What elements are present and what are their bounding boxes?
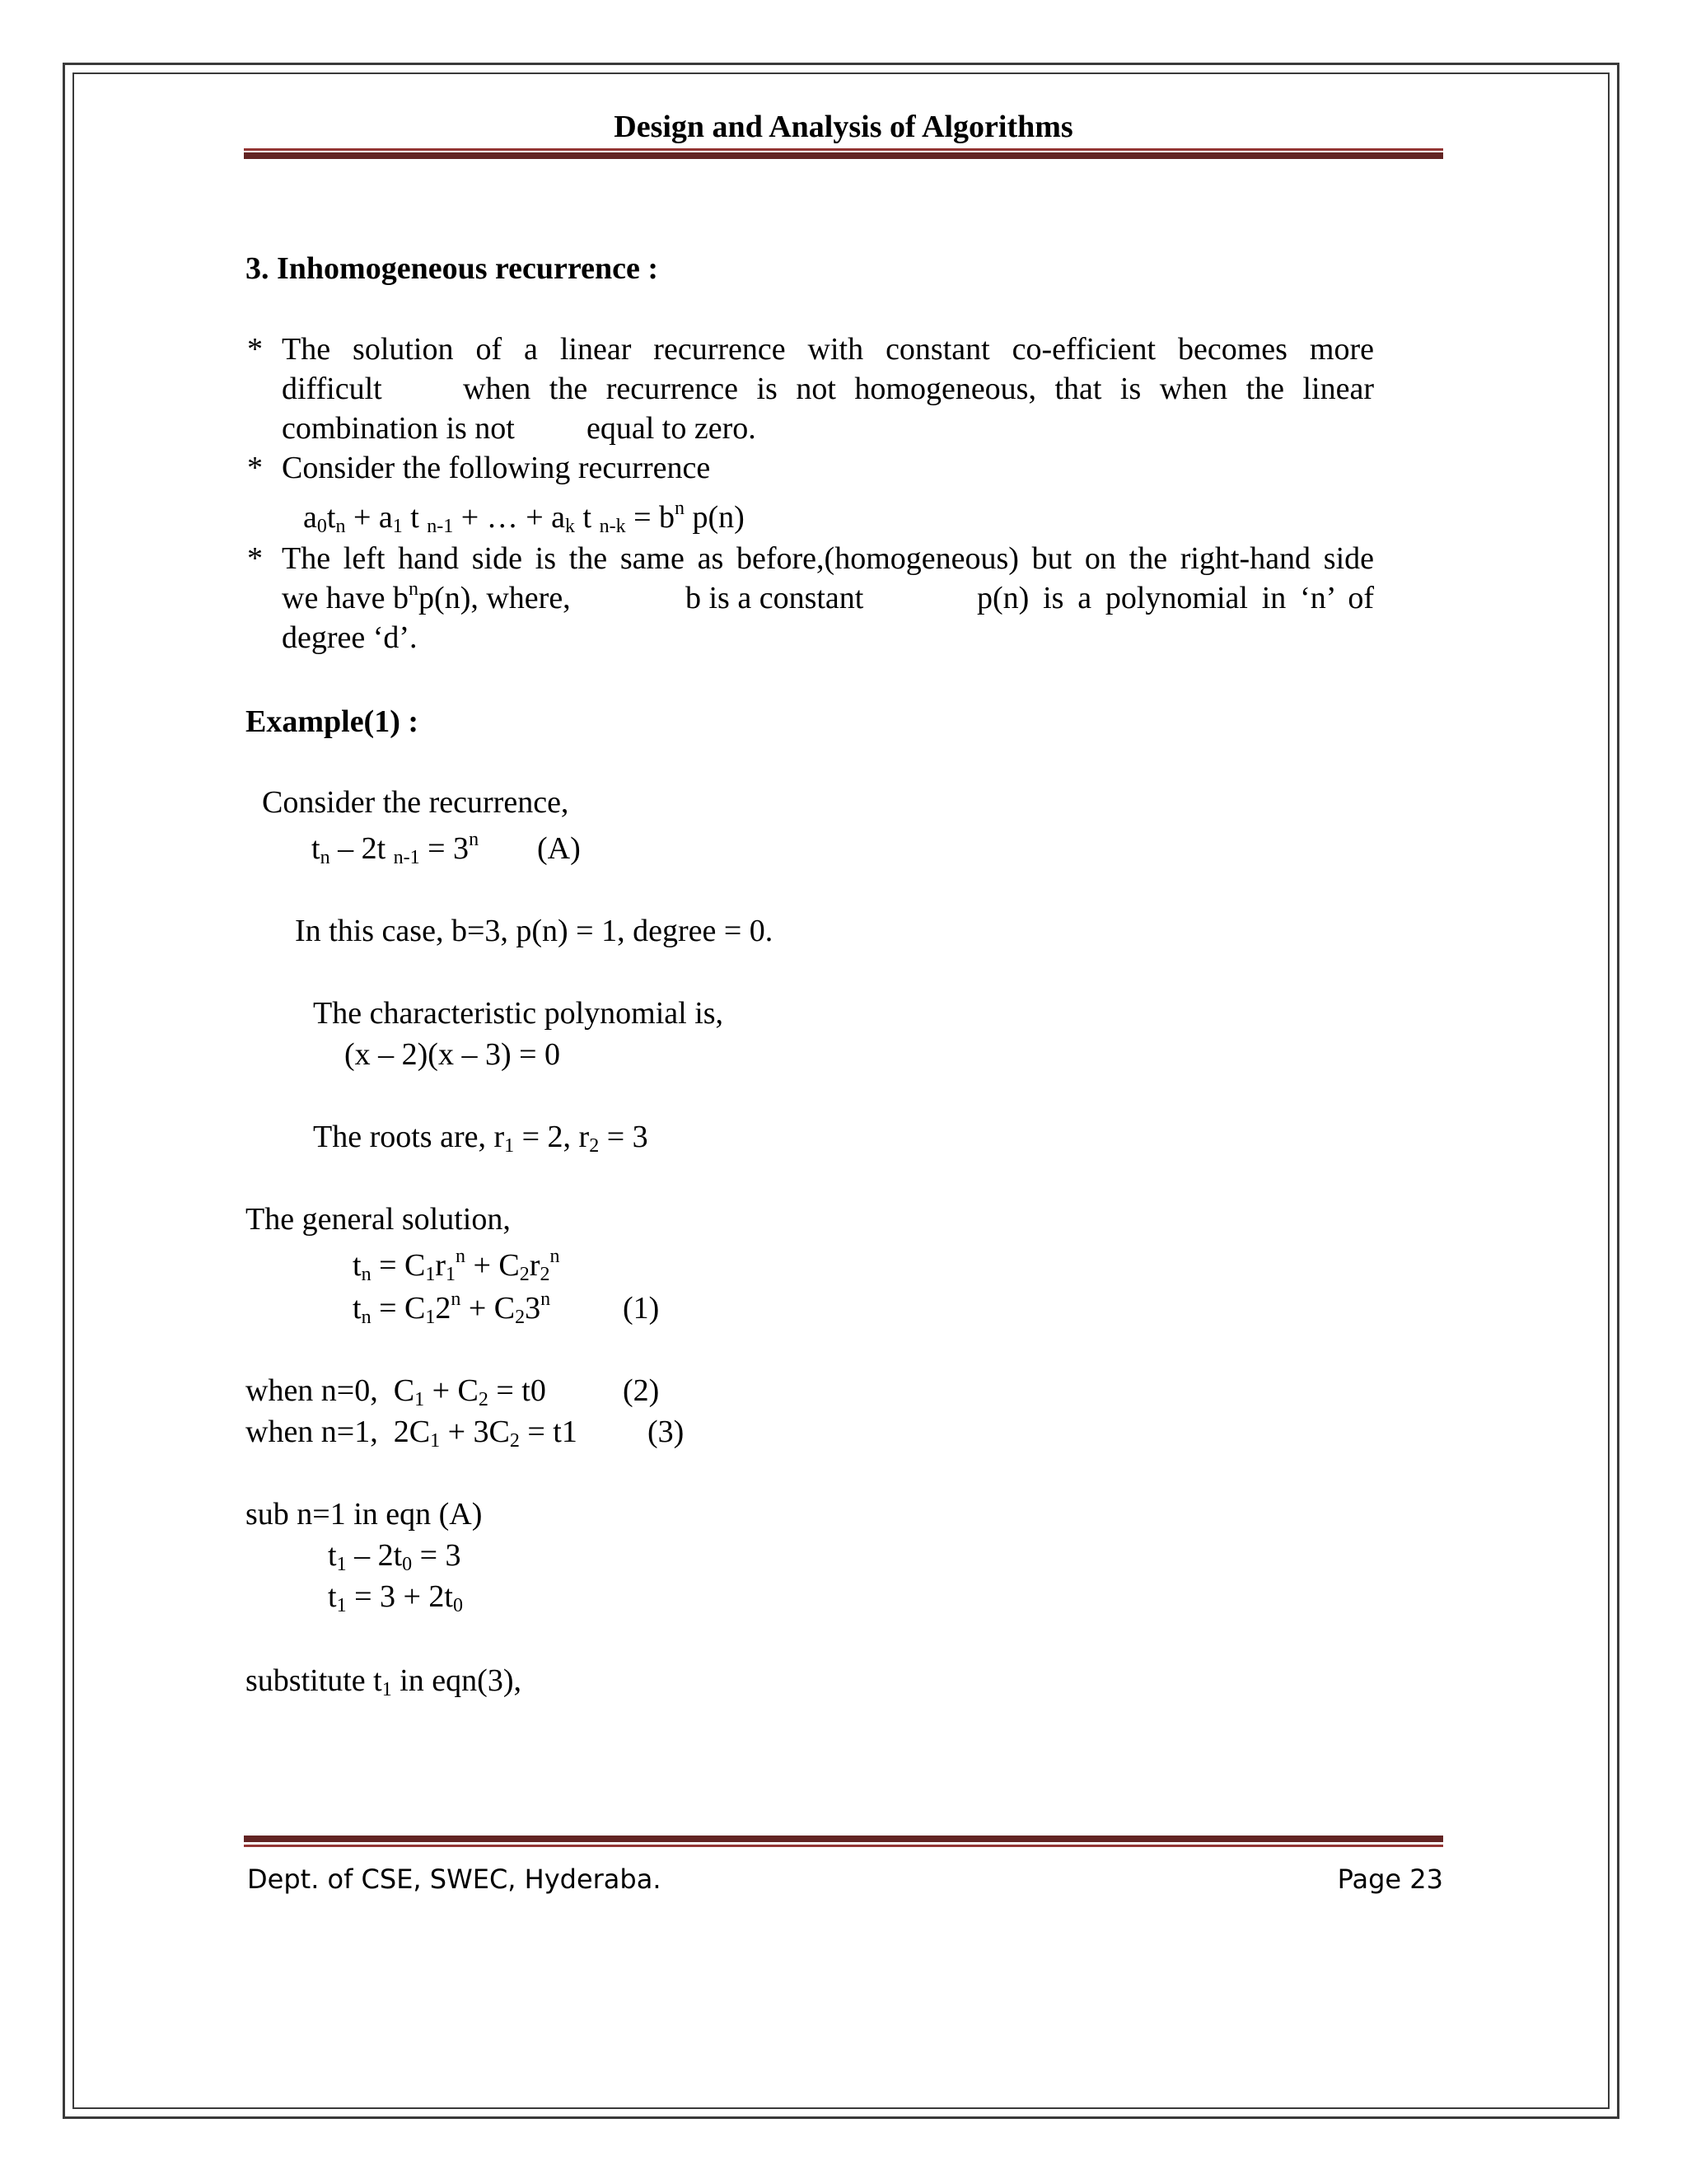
bullet-1-line-3a: combination is not <box>282 411 515 446</box>
when-n1: when n=1, $2C_1 + 3C_2 = t1$ <box>245 1415 577 1452</box>
char-poly-text: The characteristic polynomial is, <box>313 996 724 1031</box>
bullet-1-line-1: The solution of a linear recurrence with constant co-efficient becomes more <box>282 332 1374 367</box>
general-solution-text: The general solution, <box>245 1202 511 1237</box>
equation-1-label: (1) <box>623 1291 660 1326</box>
sub-n1-text: sub n=1 in eqn (A) <box>245 1497 483 1532</box>
general-solution-eq-2: $t_n = C_12^n + C_23^n$ <box>353 1288 551 1328</box>
bullet-1-line-2a: difficult <box>282 372 382 406</box>
roots: The roots are, $r_1 = 2$, $r_2 = 3$ <box>313 1120 648 1157</box>
bullet-3-line-2c: b is a constant <box>685 581 864 615</box>
section-heading: 3. Inhomogeneous recurrence : <box>245 251 658 286</box>
example-heading: Example(1) : <box>245 704 419 739</box>
equation-3-label: (3) <box>647 1415 685 1449</box>
bullet-2-line-1: Consider the following recurrence <box>282 451 711 485</box>
general-solution-eq-1: $t_n = C_1r_1^n + C_2r_2^n$ <box>353 1246 560 1285</box>
bullet-3-line-1: The left hand side is the same as before,(homogeneous) but on the right-hand side <box>282 541 1374 576</box>
sub-line-2: $t_1 = 3 + 2t_0$ <box>328 1579 463 1616</box>
bullet-marker: * <box>247 332 263 367</box>
bullet-marker: * <box>247 451 263 485</box>
case-values: In this case, b=3, p(n) = 1, degree = 0. <box>295 914 773 948</box>
equation-a-label: (A) <box>537 831 581 866</box>
footer-department: Dept. of CSE, SWEC, Hyderaba. <box>247 1864 661 1895</box>
header-rule-thick <box>244 152 1443 159</box>
footer-rule-thin <box>244 1845 1443 1847</box>
when-n0: when n=0, $C_1 + C_2 = t0$ <box>245 1373 546 1410</box>
example-consider: Consider the recurrence, <box>262 785 569 820</box>
char-poly-equation: (x – 2)(x – 3) = 0 <box>344 1037 561 1072</box>
bullet-1-line-2b: when the recurrence is not homogeneous, that is when the linear <box>463 372 1374 406</box>
bullet-1-line-3b: equal to zero. <box>586 411 756 446</box>
bullet-marker: * <box>247 541 263 576</box>
substitute-text: substitute $t_1$ in eqn(3), <box>245 1663 521 1700</box>
footer-page-number: Page 23 <box>1337 1864 1443 1895</box>
equation-a: $t_n - 2t$ $_{n-1} = 3^n$ <box>311 829 479 868</box>
bullet-3-line-2d: p(n) is a polynomial in ‘n’ of <box>977 581 1374 615</box>
sub-line-1: $t_1 - 2t_0 = 3$ <box>328 1538 461 1575</box>
general-recurrence-equation: $a_0t_n + a_1$ t $_{n-1}$ + … + $a_k$ t $_{n-k} = b^n$ p(n) <box>303 498 745 537</box>
footer-rule-thick <box>244 1836 1443 1842</box>
bullet-3-line-3: degree ‘d’. <box>282 620 418 655</box>
bullet-3-line-2a: we have $b^np(n)$, where, <box>282 578 571 615</box>
header-title: Design and Analysis of Algorithms <box>614 110 1073 144</box>
equation-2-label: (2) <box>623 1373 660 1408</box>
header-rule-thin <box>244 148 1443 151</box>
